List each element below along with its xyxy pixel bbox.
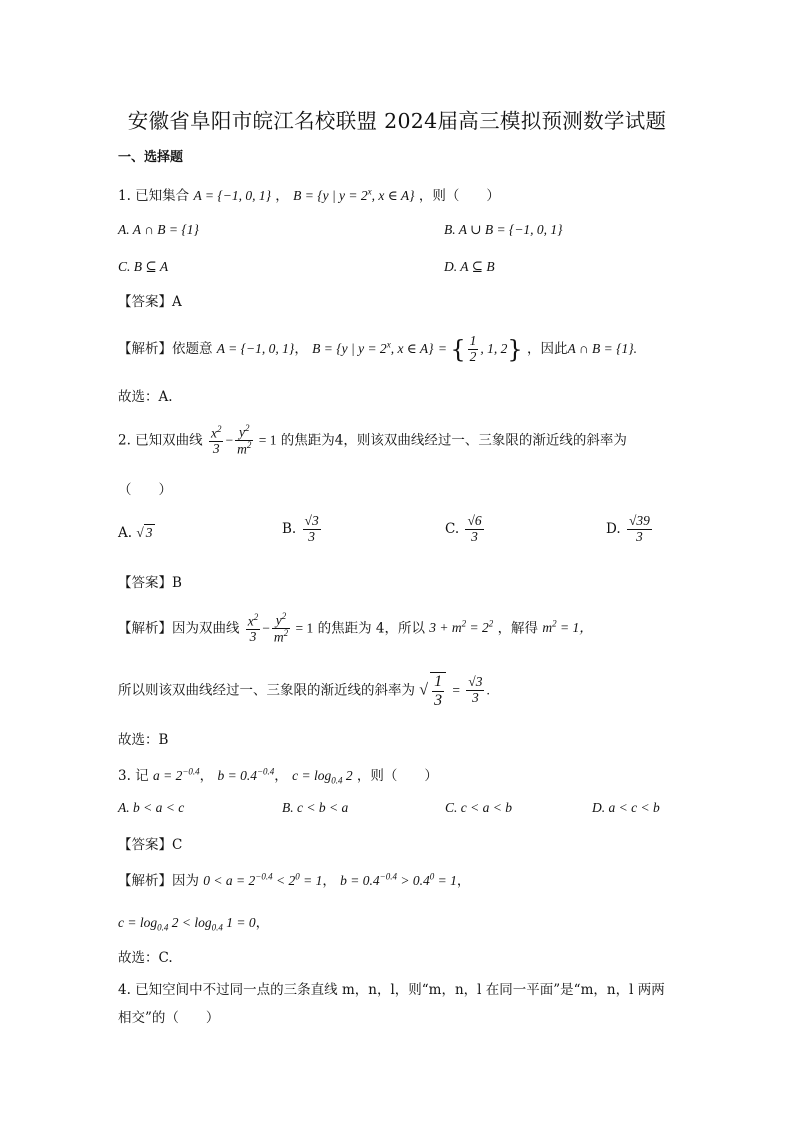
q2-choose: 故选：B [118,732,169,748]
q1-answer: 【答案】A [118,294,182,310]
q1-option-b: B. A ∪ B = {−1, 0, 1} [444,222,563,237]
q3-choose: 故选：C. [118,950,173,966]
q1-prefix: 1. 已知集合 [118,188,190,204]
question-2: 2. 已知双曲线 $\frac{x^2}{3}$ − $\frac{y^2}{m^2}$ = 1 的焦距为4，则该双曲线经过一、三象限的渐近线的斜率为 [118,423,627,457]
q3-analysis-line-2: $c = \log_{0.4} 2 < \log_{0.4} 1 = 0$， [118,915,270,933]
q2-analysis-line-2: 所以则该双曲线经过一、三象限的渐近线的斜率为 √ $\frac{1}{3}$ = $\frac{√3}{3}$ . [118,673,490,709]
q1-option-d: D. A ⊆ B [444,259,495,274]
q2-option-b: B. $\frac{√3}{3}$ [282,513,319,544]
q1-analysis: 【解析】依题意 A = {−1, 0, 1}， B = {y | $y = 2^x$, x ∈ A} = { $\frac{1}{2}$ , 1, 2} ，因此A ∩ B = {1}. [118,333,638,364]
q2-analysis: 【解析】因为双曲线 $\frac{x^2}{3}$ − $\frac{y^2}{m^2}$ = 1 的焦距为 4，所以 $3 + m^2 = 2^2$ ，解得 $m^2 = 1$， [118,611,593,645]
q2-paren: （ ） [118,482,172,498]
q2-option-d: D. $\frac{√39}{3}$ [606,513,650,544]
page-title: 安徽省阜阳市皖江名校联盟 2024届高三模拟预测数学试题 [127,109,667,133]
q3-option-d: D. a < c < b [592,800,660,815]
q1-suffix: ，则（ ） [418,188,500,204]
question-4: 4. 已知空间中不过同一点的三条直线 m，n，l，则“m，n，l 在同一平面”是“m，n，l 两两 [118,982,665,998]
q1-option-a: A. A ∩ B = {1} [118,222,199,237]
q2-option-c: C. $\frac{√6}{3}$ [445,513,482,544]
q3-option-c: C. c < a < b [445,800,512,815]
question-3: 3. 记 $a = 2^{-0.4}$， $b = 0.4^{-0.4}$， $c = \log_{0.4} 2$ ，则（ ） [118,766,438,786]
section-heading: 一、选择题 [118,150,184,165]
q3-answer: 【答案】C [118,837,183,853]
question-1: 1. 已知集合 A = {−1, 0, 1} ， B = {y | $y = 2^x$, x ∈ A} ，则（ ） [118,186,500,204]
q3-option-b: B. c < b < a [282,800,349,815]
q1-choose: 故选：A. [118,389,173,405]
q3-option-a: A. b < a < c [118,800,185,815]
question-4-line-2: 相交”的（ ） [118,1010,220,1026]
q1-set-a: A = {−1, 0, 1} [193,188,271,203]
q1-set-b: B = {y | $y = 2^x$, x ∈ A} [293,186,415,203]
q3-analysis: 【解析】因为 $0 < a = 2^{-0.4} < 2^0 = 1$， $b = 0.4^{-0.4} > 0.4^0 = 1$， [118,871,471,889]
q2-answer: 【答案】B [118,575,182,591]
q2-option-a: A. √ 3 [118,525,153,541]
q1-option-c: C. B ⊆ A [118,259,169,274]
